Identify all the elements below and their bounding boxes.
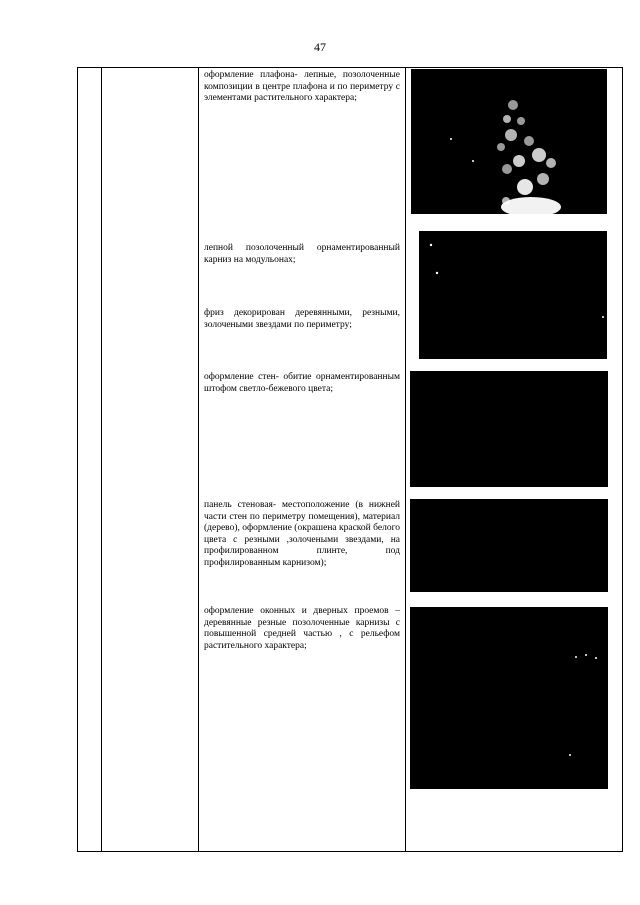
description-frieze: фриз декорирован деревянными, резными, золочеными звездами по периметру;: [204, 308, 400, 330]
wall-fabric-photo: [410, 371, 608, 487]
description-walls: оформление стен- обитие орнаментированным штофом светло-бежевого цвета;: [204, 372, 400, 394]
cornice-photo: [419, 231, 607, 359]
page-number: 47: [314, 40, 326, 54]
wall-panel-photo: [410, 499, 608, 592]
description-wall-panel: панель стеновая- местоположение (в нижней части стен по периметру помещения), материал (дерево), оформление (окрашена краской белого цвета с резными ,золочеными звездами, на профилированном плинте, под профилированным карнизом);: [204, 500, 400, 568]
heritage-table: [77, 67, 623, 852]
column-divider: [405, 68, 406, 851]
description-cornice: лепной позолоченный орнаментированный карниз на модульонах;: [204, 243, 400, 265]
column-divider: [198, 68, 199, 851]
description-window-door: оформление оконных и дверных проемов – деревянные резные позолоченные карнизы с повышенной средней частью , с рельефом растительного характера;: [204, 606, 400, 651]
window-door-photo: [410, 607, 608, 789]
column-divider: [101, 68, 102, 851]
description-ceiling: оформление плафона- лепные, позолоченные композиции в центре плафона и по периметру с элементами растительного характера;: [204, 70, 400, 103]
ceiling-stucco-photo: [411, 69, 607, 214]
